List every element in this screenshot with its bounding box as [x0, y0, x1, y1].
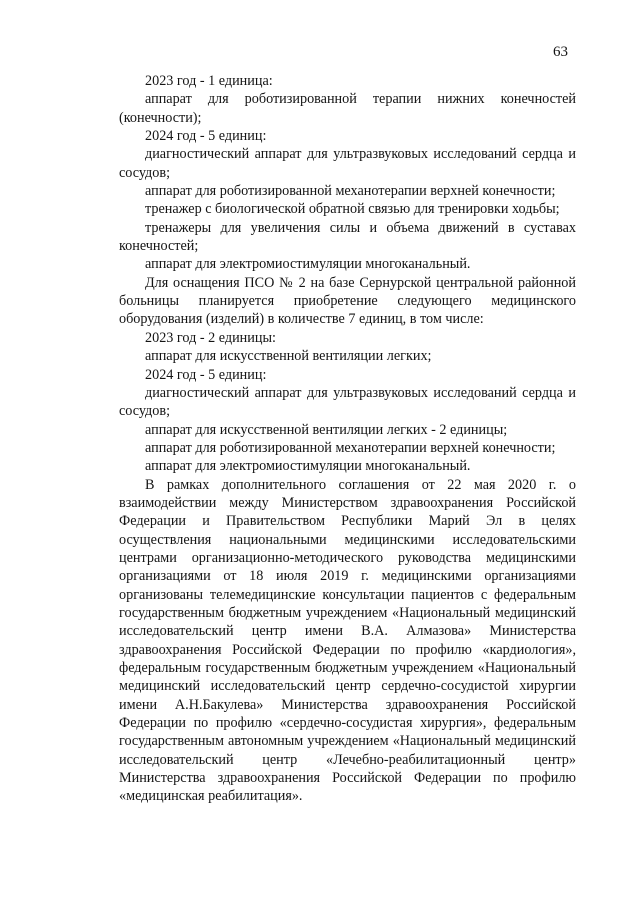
paragraph-telemedicine: В рамках дополнительного соглашения от 22 мая 2020 г. о взаимодействии между Министерством здравоохранения Российской Федерации и Правительством Республики Марий Эл в целях осуществления национальными медицинскими исследовательскими центрами организационно-методического руководства медицинскими организациями от 18 июля 2019 г. медицинскими организациями организованы телемедицинские консультации пациентов с федеральным государственным бюджетным учреждением «Национальный медицинский исследовательский центр имени В.А. Алмазова» Министерства здравоохранения Российской Федерации по профилю «кардиология», федеральным государственным бюджетным учреждением «Национальный медицинский исследовательский центр сердечно-сосудистой хирургии имени А.Н.Бакулева» Министерства здравоохранения Российской Федерации по профилю «сердечно-сосудистая хирургия», федеральным государственным автономным учреждением «Национальный медицинский исследовательский центр «Лечебно-реабилитационный центр» Министерства здравоохранения Российской Федерации по профилю «медицинская реабилитация». [119, 476, 576, 805]
paragraph-item: аппарат для электромиостимуляции многоканальный. [145, 458, 471, 475]
paragraph-item: диагностический аппарат для ультразвуковых исследований сердца и сосудов; [119, 146, 576, 181]
paragraph-pso2-intro: Для оснащения ПСО № 2 на базе Сернурской центральной районной больницы планируется приобретение следующего медицинского оборудования (изделий) в количестве 7 единиц, в том числе: [119, 274, 576, 328]
paragraph-item: аппарат для роботизированной механотерапии верхней конечности; [145, 439, 556, 456]
document-body [119, 72, 576, 806]
paragraph-item: аппарат для искусственной вентиляции легких - 2 единицы; [145, 421, 508, 438]
paragraph-item: аппарат для электромиостимуляции многоканальный. [145, 256, 471, 273]
page-number: 63 [553, 44, 568, 60]
paragraph-year-2023: 2023 год - 1 единица: [145, 73, 273, 89]
paragraph-item: диагностический аппарат для ультразвуковых исследований сердца и сосудов; [119, 384, 576, 420]
paragraph-item: аппарат для искусственной вентиляции легких; [145, 348, 432, 365]
paragraph-item: аппарат для роботизированной механотерапии верхней конечности; [145, 183, 556, 200]
paragraph-year-2024: 2024 год - 5 единиц: [145, 366, 267, 383]
paragraph-item: тренажер с биологической обратной связью для тренировки ходьбы; [145, 201, 560, 218]
paragraph-year-2023: 2023 год - 2 единицы: [145, 329, 276, 346]
paragraph-item: аппарат для роботизированной терапии нижних конечностей (конечности); [119, 91, 576, 126]
paragraph-year-2024: 2024 год - 5 единиц: [145, 128, 267, 145]
paragraph-item: тренажеры для увеличения силы и объема движений в суставах конечностей; [119, 219, 576, 255]
